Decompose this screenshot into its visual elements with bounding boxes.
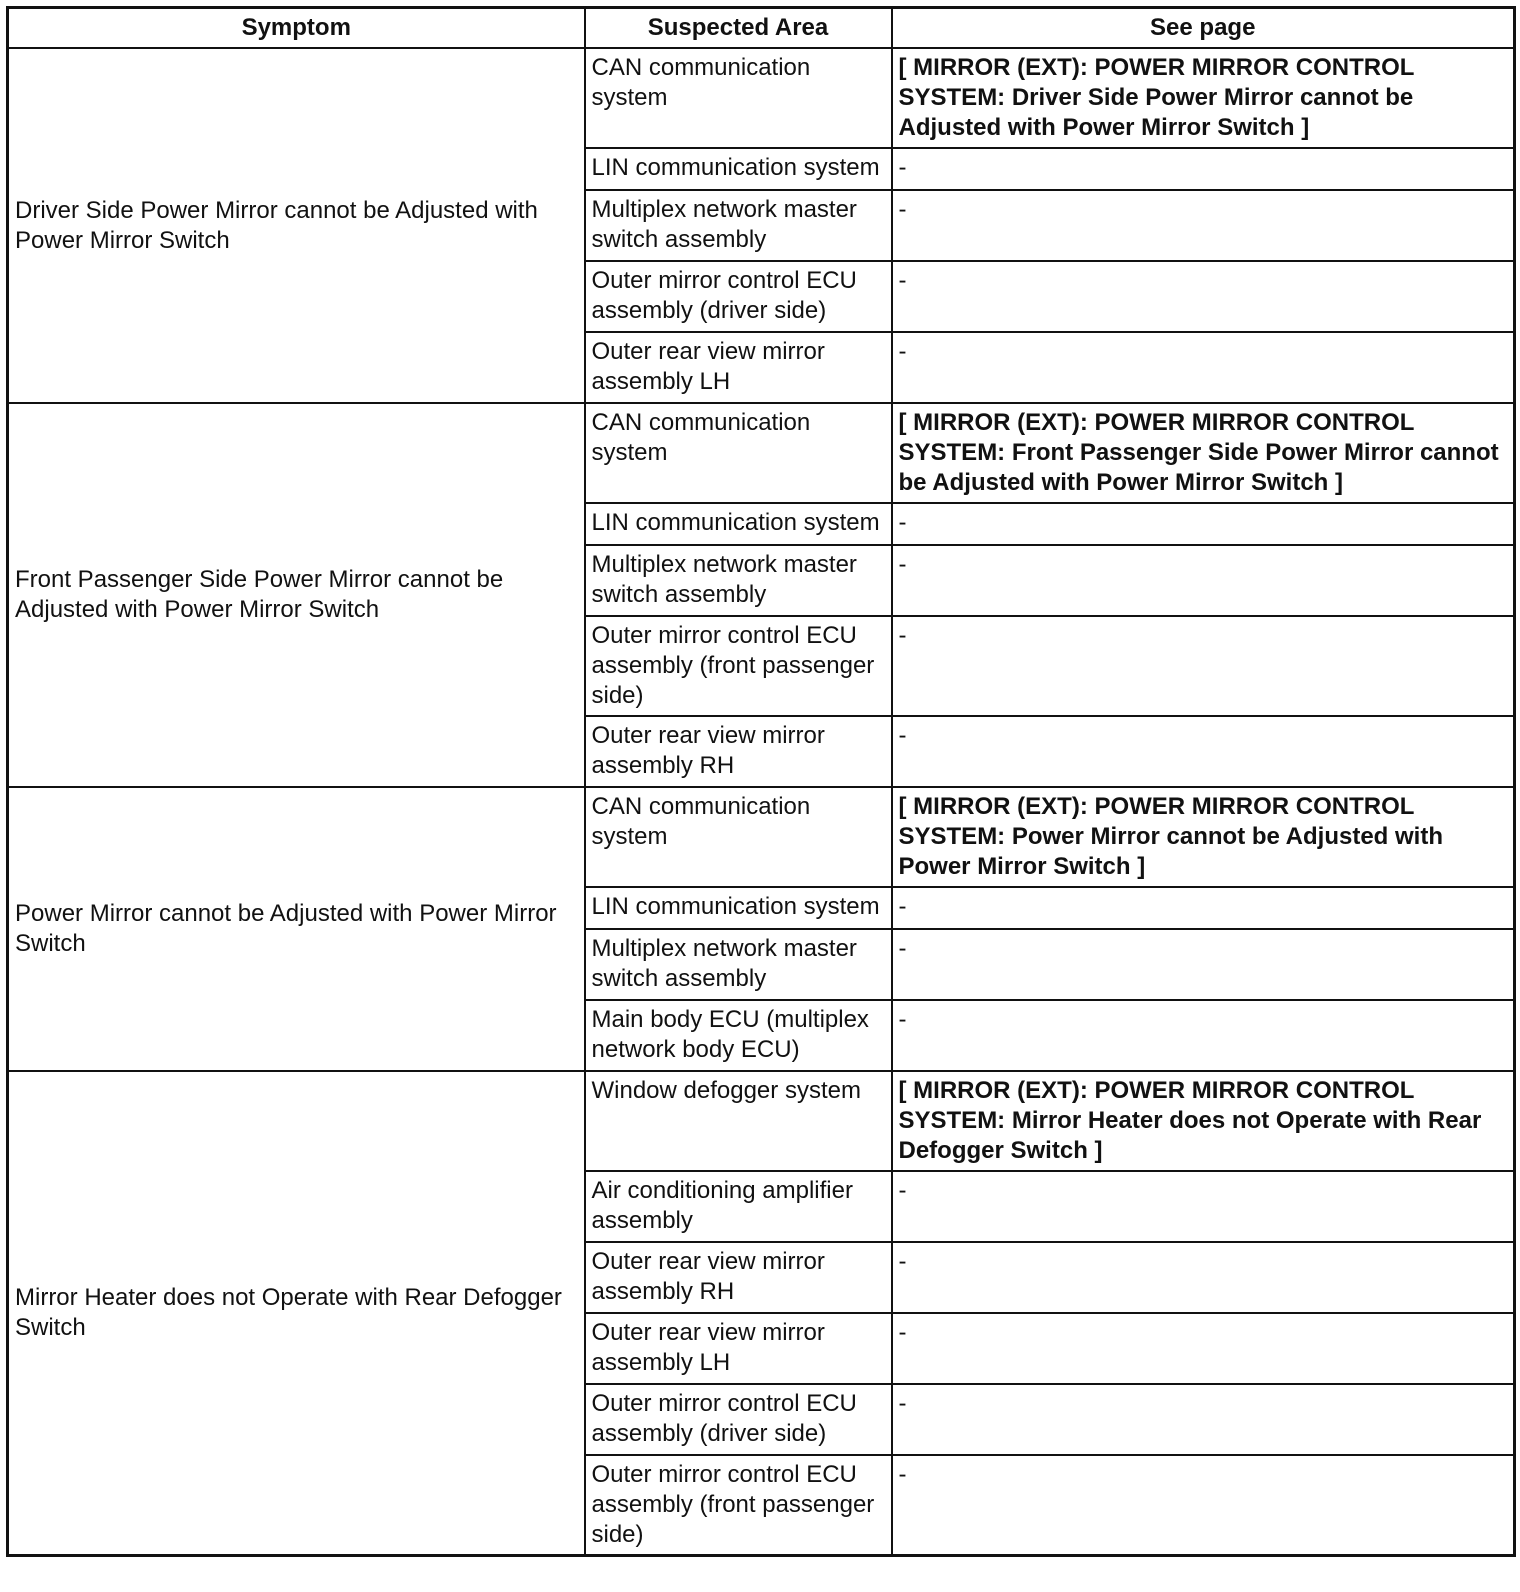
see-page-cell: - bbox=[892, 887, 1515, 929]
header-suspected-area: Suspected Area bbox=[585, 8, 892, 49]
see-page-cell: - bbox=[892, 332, 1515, 403]
see-page-link[interactable]: [ MIRROR (EXT): POWER MIRROR CONTROL SYSTEM: Power Mirror cannot be Adjusted with Power Mirror Switch ] bbox=[892, 787, 1515, 887]
suspected-area-cell: LIN communication system bbox=[585, 148, 892, 190]
suspected-area-cell: LIN communication system bbox=[585, 503, 892, 545]
see-page-cell: - bbox=[892, 1171, 1515, 1242]
suspected-area-cell: Outer rear view mirror assembly RH bbox=[585, 716, 892, 787]
suspected-area-cell: Multiplex network master switch assembly bbox=[585, 190, 892, 261]
suspected-area-cell: Window defogger system bbox=[585, 1071, 892, 1171]
suspected-area-cell: Outer mirror control ECU assembly (driver side) bbox=[585, 261, 892, 332]
suspected-area-cell: Outer mirror control ECU assembly (front passenger side) bbox=[585, 1455, 892, 1556]
suspected-area-cell: CAN communication system bbox=[585, 787, 892, 887]
suspected-area-cell: Outer rear view mirror assembly LH bbox=[585, 332, 892, 403]
see-page-cell: - bbox=[892, 929, 1515, 1000]
table-row bbox=[8, 1071, 1515, 1171]
see-page-cell: - bbox=[892, 616, 1515, 716]
symptom-cell: Power Mirror cannot be Adjusted with Power Mirror Switch bbox=[8, 787, 585, 1071]
see-page-cell: - bbox=[892, 1242, 1515, 1313]
see-page-cell: - bbox=[892, 503, 1515, 545]
table-row bbox=[8, 403, 1515, 503]
header-symptom: Symptom bbox=[8, 8, 585, 49]
see-page-cell: - bbox=[892, 1384, 1515, 1455]
see-page-link[interactable]: [ MIRROR (EXT): POWER MIRROR CONTROL SYSTEM: Front Passenger Side Power Mirror cannot be Adjusted with Power Mirror Switch ] bbox=[892, 403, 1515, 503]
see-page-cell: - bbox=[892, 1313, 1515, 1384]
suspected-area-cell: Main body ECU (multiplex network body ECU) bbox=[585, 1000, 892, 1071]
suspected-area-cell: Multiplex network master switch assembly bbox=[585, 545, 892, 616]
see-page-cell: - bbox=[892, 716, 1515, 787]
table-row bbox=[8, 48, 1515, 148]
suspected-area-cell: Outer mirror control ECU assembly (driver side) bbox=[585, 1384, 892, 1455]
suspected-area-cell: CAN communication system bbox=[585, 403, 892, 503]
symptom-cell: Driver Side Power Mirror cannot be Adjusted with Power Mirror Switch bbox=[8, 48, 585, 403]
suspected-area-cell: Multiplex network master switch assembly bbox=[585, 929, 892, 1000]
see-page-cell: - bbox=[892, 148, 1515, 190]
header-see-page: See page bbox=[892, 8, 1515, 49]
see-page-cell: - bbox=[892, 545, 1515, 616]
suspected-area-cell: LIN communication system bbox=[585, 887, 892, 929]
suspected-area-cell: Outer rear view mirror assembly RH bbox=[585, 1242, 892, 1313]
suspected-area-cell: Outer mirror control ECU assembly (front passenger side) bbox=[585, 616, 892, 716]
suspected-area-cell: Outer rear view mirror assembly LH bbox=[585, 1313, 892, 1384]
see-page-cell: - bbox=[892, 190, 1515, 261]
see-page-link[interactable]: [ MIRROR (EXT): POWER MIRROR CONTROL SYSTEM: Mirror Heater does not Operate with Rear Defogger Switch ] bbox=[892, 1071, 1515, 1171]
see-page-cell: - bbox=[892, 1455, 1515, 1556]
symptom-cell: Mirror Heater does not Operate with Rear Defogger Switch bbox=[8, 1071, 585, 1556]
see-page-cell: - bbox=[892, 261, 1515, 332]
table-body bbox=[8, 48, 1515, 1556]
suspected-area-cell: CAN communication system bbox=[585, 48, 892, 148]
suspected-area-cell: Air conditioning amplifier assembly bbox=[585, 1171, 892, 1242]
see-page-link[interactable]: [ MIRROR (EXT): POWER MIRROR CONTROL SYSTEM: Driver Side Power Mirror cannot be Adjusted with Power Mirror Switch ] bbox=[892, 48, 1515, 148]
problem-symptoms-table bbox=[6, 6, 1516, 1557]
table-row bbox=[8, 787, 1515, 887]
see-page-cell: - bbox=[892, 1000, 1515, 1071]
header-row bbox=[8, 8, 1515, 49]
symptom-cell: Front Passenger Side Power Mirror cannot be Adjusted with Power Mirror Switch bbox=[8, 403, 585, 787]
